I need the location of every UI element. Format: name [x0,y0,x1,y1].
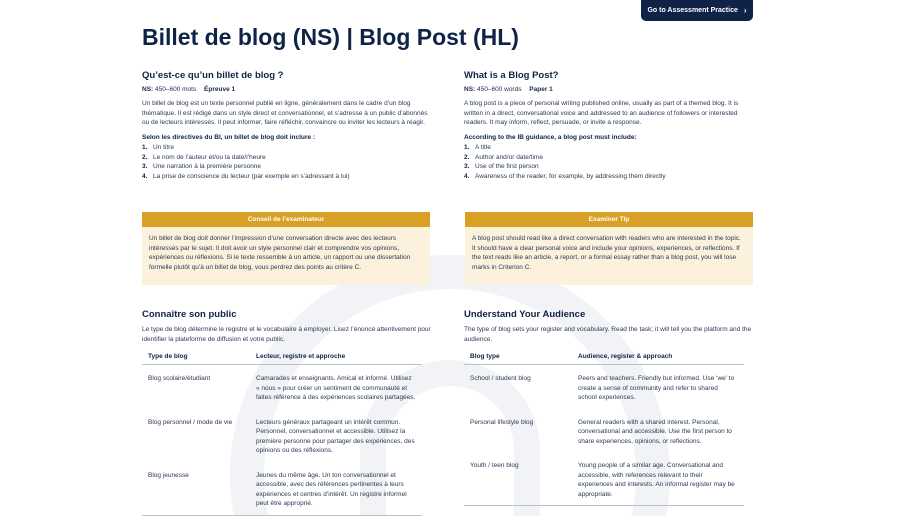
list-item: 2. Author and/or date/time [464,153,543,161]
right-audience-intro: The type of blog sets your register and vocabulary. Read the task; it will tell you the platform and the audience. [464,326,752,343]
left-guide-list [142,143,432,182]
worksheet-page [120,0,784,516]
go-to-assessment-practice-button[interactable] [641,0,753,21]
list-item: 1. Un titre [142,143,174,151]
left-audience-heading: Connaître son public [142,309,237,320]
table-header: Audience, register & approach [572,350,744,365]
left-examiner-tip [142,212,430,285]
right-meta: NS: 450–600 words Paper 1 [464,86,553,93]
right-audience-table [464,350,744,506]
left-audience-table [142,350,422,516]
right-body: A blog post is a piece of personal writing published online, usually as part of a themed blog. It is written in a direct, conversational voice and addressed to an audience of followers or interested readers. It may inform, reflect, persuade, or invite a response. [464,100,739,127]
right-examiner-tip [465,212,753,285]
left-heading: Qu’est-ce qu’un billet de blog ? [142,70,284,81]
table-row: Blog scolaire/étudiant Camarades et enseignants. Amical et informé. Utilisez « nous » pour créer un sentiment de communauté et faites référence à des expériences scolaires partagées. [148,375,416,402]
tip-body: A blog post should read like a direct conversation with readers who are interested in the topic. It should have a clear personal voice and include your opinions, experiences, or reflections. If the text reads like an article, a report, or a formal essay rather than a blog post, you will lose marks in Criterion C. [465,227,753,285]
chevron-right-icon: › [743,6,747,15]
right-guide-title: According to the IB guidance, a blog post must include: [464,133,637,141]
right-heading: What is a Blog Post? [464,70,559,81]
list-item: 4. Awareness of the reader, for example, by addressing them directly [464,173,666,181]
right-audience-heading: Understand Your Audience [464,309,586,320]
nav-button-label: Go to Assessment Practice [647,7,738,14]
page-title: Billet de blog (NS) | Blog Post (HL) [142,24,519,50]
left-meta: NS: 450–600 mots Épreuve 1 [142,86,236,93]
table-row: Blog personnel / mode de vie Lecteurs généraux partageant un intérêt commun. Personnel, conversationnel et accessible. Utilisez la première personne pour partager des expériences, des opinions ou des réflexions. [148,418,415,455]
left-guide-title: Selon les directives du BI, un billet de blog doit inclure : [142,133,315,141]
list-item: 3. Une narration à la première personne [142,163,262,171]
list-item: 2. Le nom de l’auteur et/ou la date/l’heure [142,153,266,161]
tip-body: Un billet de blog doit donner l’impression d’une conversation directe avec des lecteurs intéressés par le sujet. Il doit avoir un style personnel clair et comprendre vos opinions, expériences ou réflexions. Si le texte ressemble à un article, un rapport ou une dissertation formelle plutôt qu’à un billet de blog, vous perdrez des points au critère C. [142,227,430,285]
right-audience-section [464,309,754,506]
left-body: Un billet de blog est un texte personnel publié en ligne, généralement dans le cadre d’un blog thématique. Il est rédigé dans un style direct et conversationnel, et s’adresse à un public d’abonnés ou de lecteurs intéressés. Il peut informer, faire réfléchir, convaincre ou inviter les lecteurs à réagir. [142,100,428,127]
left-audience-intro: Le type de blog détermine le registre et le vocabulaire à employer. Lisez l’énoncé attentivement pour identifier la plateforme de diffusion et votre public. [142,326,431,343]
left-intro-section [142,70,432,182]
table-row: Youth / teen blog Young people of a similar age. Conversational and accessible, with references relevant to their experiences and interests. An informal register may be appropriate. [464,452,744,506]
table-row: Blog jeunesse Jeunes du même âge. Un ton conversationnel et accessible, avec des références pertinentes à leurs expériences et centres d’intérêt. Un registre informel peut être approprié. [142,462,422,516]
list-item: 3. Use of the first person [464,163,539,171]
left-audience-section [142,309,432,516]
list-item: 1. A title [464,143,491,151]
tip-title: Conseil de l’examinateur [142,212,430,227]
right-intro-section [464,70,754,182]
right-guide-list [464,143,754,182]
table-header: Type de blog [142,350,250,365]
list-item: 4. La prise de conscience du lecteur (par exemple en s’adressant à lui) [142,173,350,181]
table-header: Blog type [464,350,572,365]
table-row: Personal lifestyle blog General readers with a shared interest. Personal, conversational and accessible. Use the first person to share experiences, opinions, or reflections. [470,418,732,445]
table-row: School / student blog Peers and teachers. Friendly but informed. Use ‘we’ to create a sense of community and refer to shared school experiences. [470,375,735,402]
tip-title: Examiner Tip [465,212,753,227]
table-header: Lecteur, registre et approche [250,350,422,365]
